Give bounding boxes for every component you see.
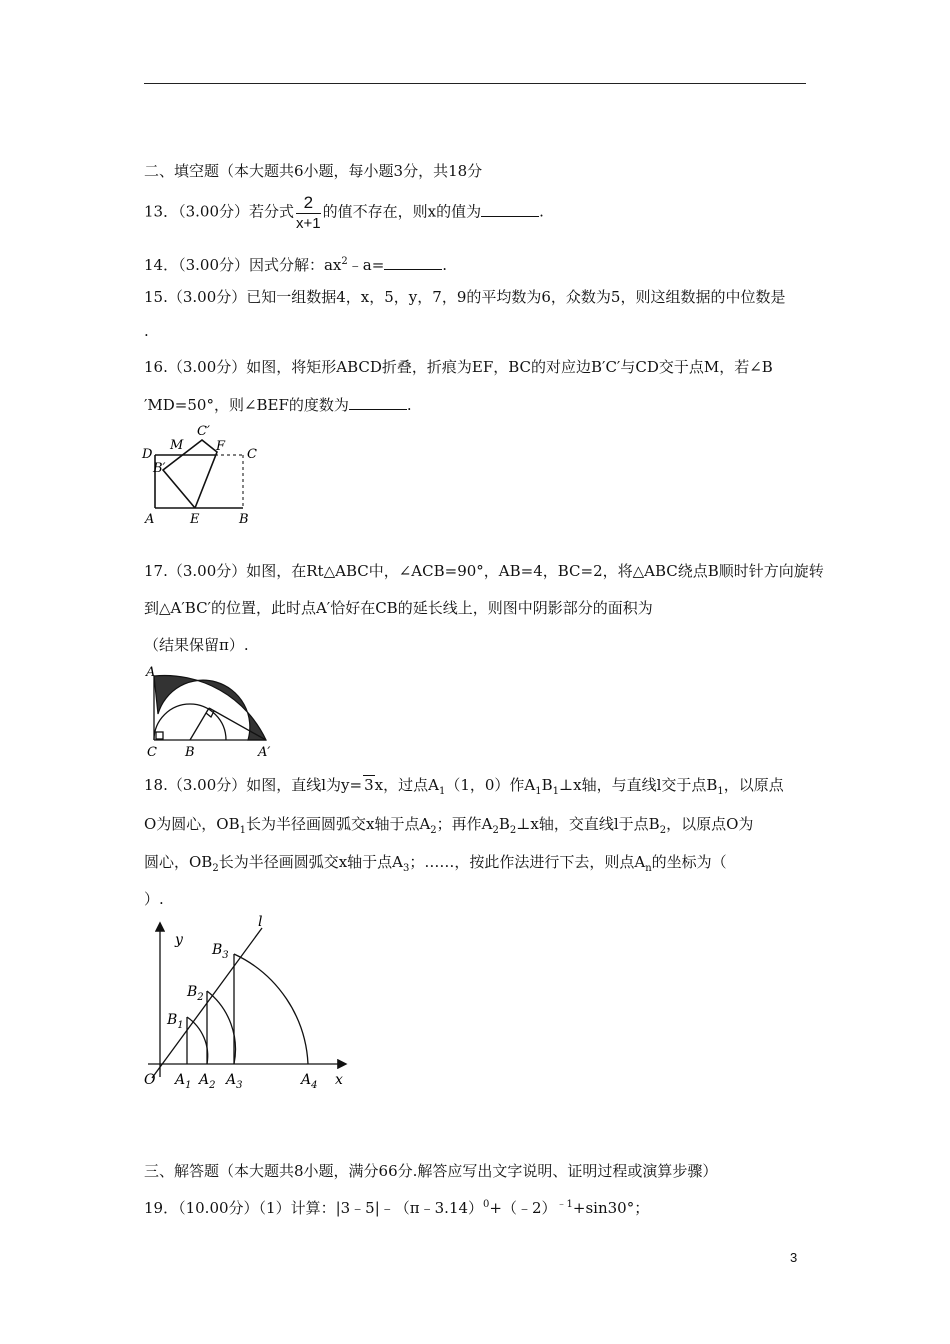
fig16-label-C: C	[247, 447, 257, 462]
fig16-label-B: B	[239, 512, 249, 527]
fig17-label-B: B	[185, 745, 195, 760]
figure-18	[140, 912, 360, 1097]
sqrt: 3	[364, 776, 374, 794]
figure-16	[140, 422, 280, 527]
fig18-label-B2: $B_2$	[187, 984, 204, 1003]
section3-heading: 三、解答题（本大题共8小题，满分66分.解答应写出文字说明、证明过程或演算步骤）	[144, 1162, 718, 1180]
question-17-line3: （结果保留π）.	[144, 636, 249, 654]
answer-blank[interactable]	[384, 255, 442, 270]
question-14: 14．（3.00分）因式分解：$ax^2﹣a=$ .	[144, 256, 448, 274]
fig18-label-y: y	[175, 932, 183, 948]
answer-blank[interactable]	[481, 202, 539, 217]
fig18-label-A4: $A_4$	[301, 1072, 318, 1091]
fraction: $\frac{2}{x+1}$	[296, 193, 321, 232]
page-number: 3	[790, 1250, 798, 1265]
fig18-label-B1: $B_1$	[167, 1012, 184, 1031]
question-18-line2: O为圆心，$OB_1$长为半径画圆弧交x轴于点$A_2$；再作$A_2B_2\perp x$轴，交直线l于点$B_2$，以原点O为	[144, 815, 754, 836]
question-17-line1: 17.（3.00分）如图，在Rt△ABC中，∠ACB=90°，AB=4，BC=2，将△ABC绕点B顺时针方向旋转	[144, 562, 824, 580]
fig18-label-l: l	[258, 914, 263, 930]
fig16-label-D: D	[142, 447, 153, 462]
fig16-label-M: M	[170, 438, 184, 453]
question-18-line1: 18.（3.00分）如图，直线l为y= 3x，过点$A_1(1$，0）作$A_1B_1\perp x$轴，与直线l交于点$B_1$，以原点	[144, 776, 784, 797]
fig18-label-B3: $B_3$	[212, 942, 229, 961]
fig16-label-A: A	[145, 512, 155, 527]
fig18-label-A3: $A_3$	[226, 1072, 243, 1091]
construction	[152, 928, 308, 1078]
question-17-line2: 到△A′BC′的位置，此时点A′恰好在CB的延长线上，则图中阴影部分的面积为	[144, 599, 653, 617]
question-19: 19．（10.00分）（1）计算：|3﹣5|﹣（π﹣3.14）$^0$+（﹣2）$^{﹣1}$+sin30°；	[144, 1199, 650, 1217]
question-15-line1: 15.（3.00分）已知一组数据4，x，5，y，7，9的平均数为6，众数为5，则这组数据的中位数是	[144, 288, 786, 306]
question-18-line4: ）.	[144, 890, 164, 908]
section2-heading: 二、填空题（本大题共6小题，每小题3分，共18分	[144, 162, 483, 180]
fig17-label-C: C	[147, 745, 157, 760]
question-16-line1: 16.（3.00分）如图，将矩形ABCD折叠，折痕为EF，BC的对应边B′C′与CD交于点M，若∠B	[144, 358, 773, 376]
fig18-label-A2: $A_2$	[199, 1072, 216, 1091]
fig18-label-O: O	[144, 1072, 156, 1088]
question-16-line2: ′MD=50°，则∠BEF的度数为 .	[144, 396, 412, 414]
fig17-label-A: A	[146, 665, 156, 680]
question-18-line3: 圆心，$OB_2$长为半径画圆弧交x轴于点$A_3$；……，按此作法进行下去，则点$A_n$的坐标为（	[144, 853, 727, 874]
fig16-label-E: E	[190, 512, 200, 527]
fig17-label-C-prime: C′	[208, 695, 222, 710]
fig16-label-C-prime: C′	[197, 424, 210, 439]
question-15-line2: .	[144, 322, 149, 340]
figure-17	[144, 662, 284, 762]
fig16-label-F: F	[216, 439, 226, 454]
fig18-label-A1: $A_1$	[175, 1072, 192, 1091]
fig17-label-A-prime: A′	[258, 745, 271, 760]
fig16-label-B-prime: B′	[153, 461, 166, 476]
rectangle-abcd	[155, 455, 243, 508]
question-13: 13．（3.00分）若分式 $\frac{2}{x+1}$ 的值不存在，则x的值为 .	[144, 193, 544, 232]
dashed-original-edges	[215, 455, 243, 508]
header-rule	[144, 83, 806, 84]
answer-blank[interactable]	[349, 395, 407, 410]
fig18-label-x: x	[335, 1072, 343, 1088]
